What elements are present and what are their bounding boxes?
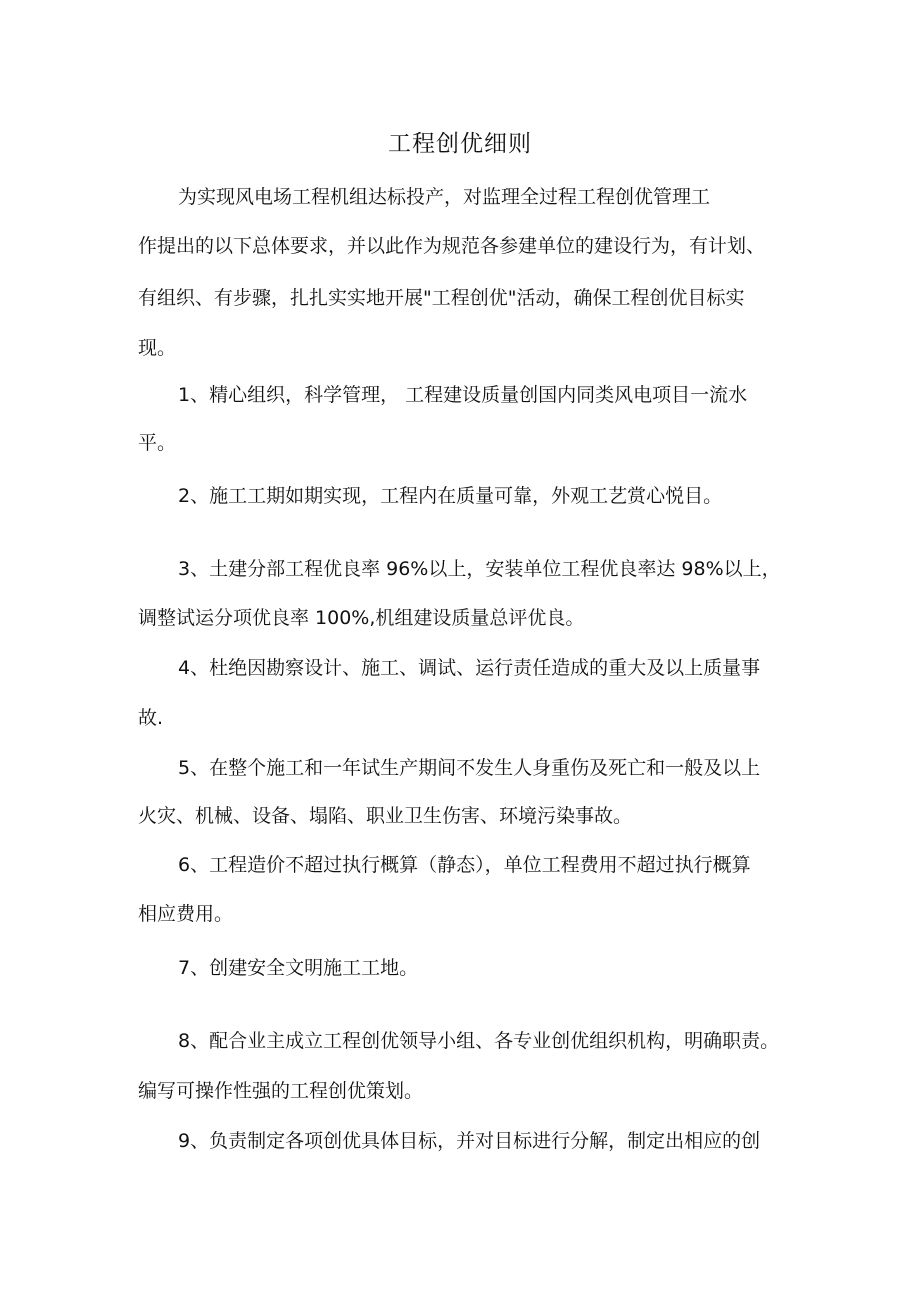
item-5-line-2: 火灾、机械、设备、塌陷、职业卫生伤害、环境污染事故。 bbox=[138, 805, 633, 827]
item-7-line-1: 7、创建安全文明施工工地。 bbox=[178, 957, 419, 979]
item-8-line-2: 编写可操作性强的工程创优策划。 bbox=[138, 1080, 424, 1102]
item-1-line-2: 平。 bbox=[138, 432, 177, 454]
item-5-line-1: 5、在整个施工和一年试生产期间不发生人身重伤及死亡和一般及以上 bbox=[178, 757, 761, 779]
paragraph-intro-line-2: 作提出的以下总体要求，并以此作为规范各参建单位的建设行为，有计划、 bbox=[138, 235, 766, 257]
paragraph-intro-line-3: 有组织、有步骤，扎扎实实地开展"工程创优"活动，确保工程创优目标实 bbox=[138, 287, 745, 309]
item-8-line-1: 8、配合业主成立工程创优领导小组、各专业创优组织机构，明确职责。 bbox=[178, 1030, 780, 1052]
item-4-line-1: 4、杜绝因勘察设计、施工、调试、运行责任造成的重大及以上质量事 bbox=[178, 657, 761, 679]
item-1-line-1: 1、精心组织，科学管理， 工程建设质量创国内同类风电项目一流水 bbox=[178, 384, 748, 406]
item-3-line-2: 调整试运分项优良率 100%,机组建设质量总评优良。 bbox=[138, 607, 585, 629]
document-title: 工程创优细则 bbox=[388, 131, 532, 157]
paragraph-intro-line-1: 为实现风电场工程机组达标投产，对监理全过程工程创优管理工 bbox=[178, 186, 711, 208]
item-9-line-1: 9、负责制定各项创优具体目标，并对目标进行分解，制定出相应的创 bbox=[178, 1130, 761, 1152]
item-6-line-2: 相应费用。 bbox=[138, 903, 234, 925]
item-2-line-1: 2、施工工期如期实现，工程内在质量可靠，外观工艺赏心悦目。 bbox=[178, 485, 723, 507]
item-6-line-1: 6、工程造价不超过执行概算（静态），单位工程费用不超过执行概算 bbox=[178, 854, 751, 876]
item-3-line-1: 3、土建分部工程优良率 96%以上，安装单位工程优良率达 98%以上， bbox=[178, 558, 781, 580]
item-4-line-2: 故. bbox=[138, 707, 164, 729]
paragraph-intro-line-4: 现。 bbox=[138, 337, 177, 359]
